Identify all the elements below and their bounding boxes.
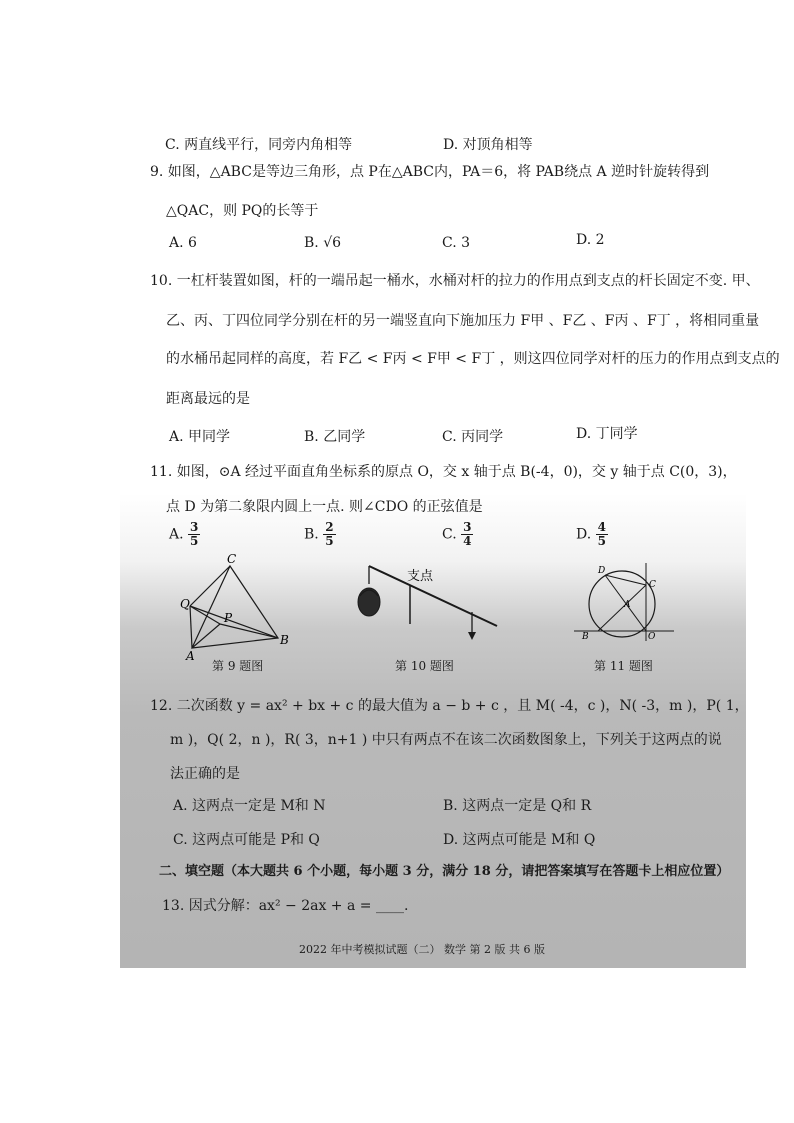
q11-option-c-label: C. [442,526,457,543]
segment-bc [598,585,646,631]
q9-option-a: A. 6 [169,235,197,251]
q11-stem-line-2: 点 D 为第二象限内圆上一点. 则∠CDO 的正弦值是 [166,499,483,515]
q11-option-a-numerator: 3 [190,520,199,534]
figure-11-circle-diagram [570,563,680,643]
q12-stem-line-1: 12. 二次函数 y = ax² + bx + c 的最大值为 a − b + c ，且 M( -4，c )，N( -3，m )，P( 1， [150,698,749,714]
q11-option-b-numerator: 2 [325,520,334,534]
q10-stem-line-3: 的水桶吊起同样的高度，若 F乙 < F丙 < F甲 < F丁 ，则这四位同学对杆的压力的作用点到支点的 [166,351,780,367]
q8-option-c: C. 两直线平行，同旁内角相等 [165,137,353,153]
q10-option-c: C. 丙同学 [442,429,504,445]
q11-option-d-denominator: 5 [597,534,606,548]
section-2-heading: 二、填空题（本大题共 6 个小题，每小题 3 分，满分 18 分，请把答案填写在答题卡上相应位置） [159,864,730,879]
figure-10-caption: 第 10 题图 [395,659,454,673]
q9-option-b: B. √6 [304,235,342,251]
q11-option-c-numerator: 3 [463,520,472,534]
fig11-label-o: O [648,632,656,642]
q12-option-c: C. 这两点可能是 P和 Q [173,832,320,848]
segment-qb [190,606,278,638]
force-arrow-head-icon [468,632,476,640]
q11-option-b-label: B. [304,526,319,543]
q9-option-c: C. 3 [442,235,471,251]
fig11-label-b: B [582,632,589,642]
q11-option-b-denominator: 5 [325,534,334,548]
q10-stem-line-4: 距离最远的是 [166,391,250,407]
q11-stem-line-1: 11. 如图，⊙A 经过平面直角坐标系的原点 O，交 x 轴于点 B(-4，0)，交 y 轴于点 C(0，3)， [150,464,737,480]
fig9-label-q: Q [180,597,190,611]
figure-11-caption: 第 11 题图 [594,659,653,673]
q11-option-d-numerator: 4 [597,520,606,534]
q11-option-b-fraction [323,521,335,548]
q11-option-d [576,521,608,548]
circle-a [589,571,655,637]
q9-stem-line-2: △QAC，则 PQ的长等于 [166,203,319,219]
figure-9-caption: 第 9 题图 [212,659,264,673]
q9-option-d: D. 2 [576,232,605,248]
fig11-label-c: C [649,580,656,590]
segment-pb [220,624,278,638]
q12-option-d: D. 这两点可能是 M和 Q [443,832,596,848]
q11-option-d-fraction [596,521,608,548]
q12-option-a: A. 这两点一定是 M和 N [173,798,326,814]
page-footer: 2022 年中考模拟试题（二） 数学 第 2 版 共 6 版 [299,943,545,956]
bucket-icon [358,588,380,616]
q11-option-a-label: A. [169,526,184,543]
q11-option-b [304,521,336,548]
fig11-label-a: A [624,600,631,610]
q10-stem-line-2: 乙、丙、丁四位同学分别在杆的另一端竖直向下施加压力 F甲 、F乙 、F丙 、F丁 ，将相同重量 [166,313,760,329]
q10-option-a: A. 甲同学 [169,429,231,445]
q11-option-c-denominator: 4 [463,534,472,548]
figure-10-lever-diagram [355,562,505,642]
q10-option-b: B. 乙同学 [304,429,366,445]
q10-stem-line-1: 10. 一杠杆装置如图，杆的一端吊起一桶水，水桶对杆的拉力的作用点到支点的杆长固定不变. 甲、 [150,273,760,289]
q13-stem: 13. 因式分解：ax² − 2ax + a = ____. [162,898,409,914]
q12-stem-line-3: 法正确的是 [170,766,240,782]
q10-option-d: D. 丁同学 [576,426,638,442]
q11-option-d-label: D. [576,526,592,543]
segment-qa [190,606,192,648]
fig9-label-b: B [280,633,289,647]
q11-option-a [169,521,200,548]
figure-9-triangle-diagram [180,552,300,663]
fig11-label-d: D [598,566,606,576]
q11-option-a-denominator: 5 [190,534,199,548]
q8-option-d: D. 对顶角相等 [443,137,533,153]
fig9-label-p: P [224,611,233,625]
q11-option-c [442,521,473,548]
q11-option-c-fraction [461,521,473,548]
q11-option-a-fraction [188,521,200,548]
fig10-fulcrum-label: 支点 [407,569,434,584]
segment-ap [192,624,220,648]
q12-stem-line-2: m )，Q( 2，n )，R( 3，n+1 ) 中只有两点不在该二次函数图象上，下列关于这两点的说 [170,732,722,748]
fig9-label-a: A [186,649,195,663]
triangle-abc [192,566,278,648]
q12-option-b: B. 这两点一定是 Q和 R [443,798,592,814]
q9-stem-line-1: 9. 如图，△ABC是等边三角形，点 P在△ABC内，PA＝6，将 PAB绕点 A 逆时针旋转得到 [150,164,710,180]
fig9-label-c: C [227,552,237,566]
segment-qc [190,566,230,606]
